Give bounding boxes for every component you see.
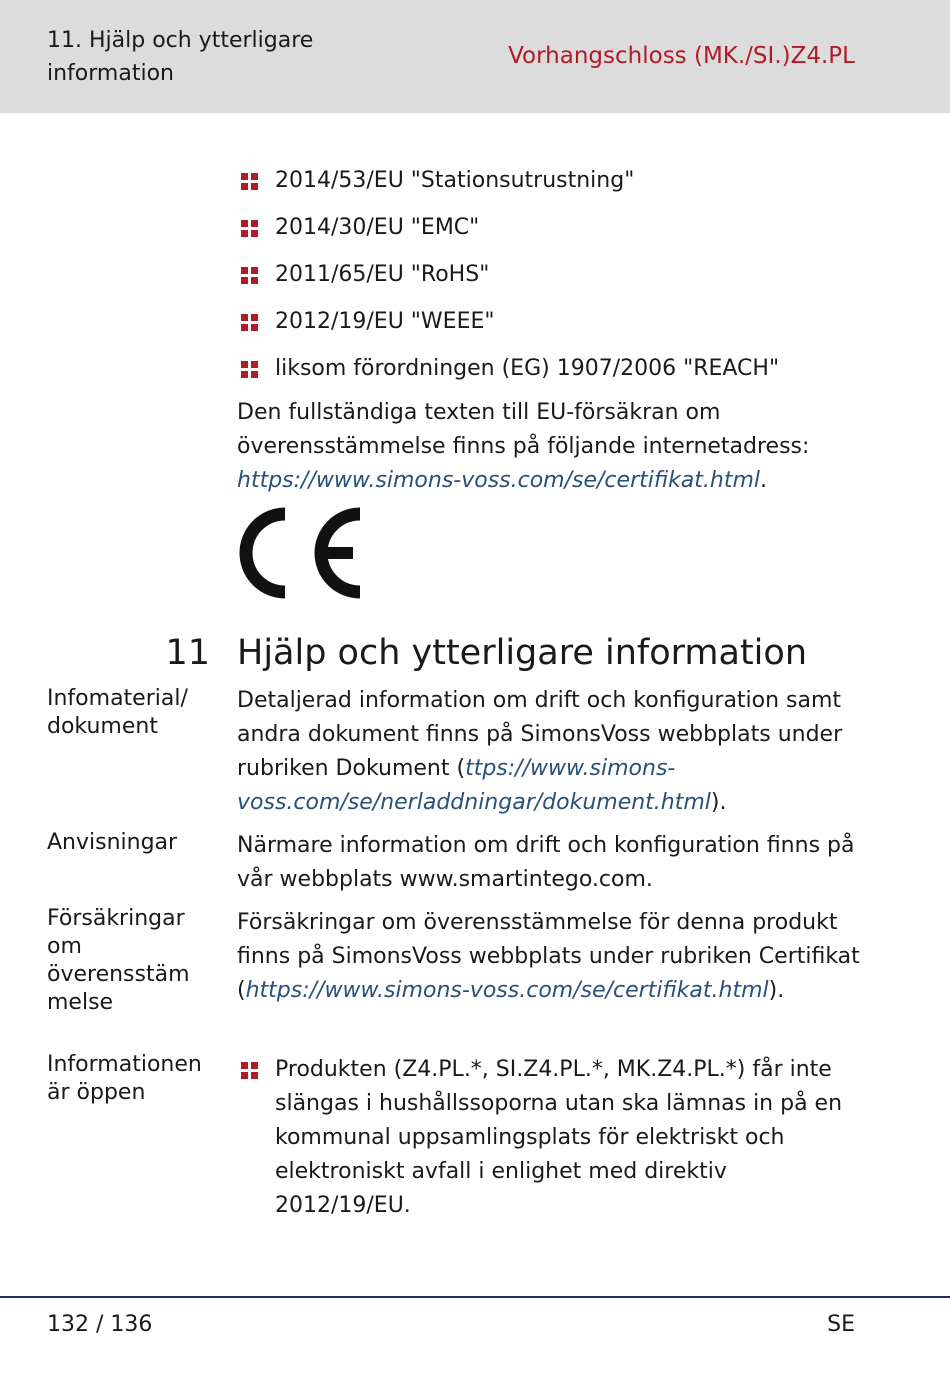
declaration-paragraph (237, 396, 867, 498)
disposal-text: Produkten (Z4.PL.*, SI.Z4.PL.*, MK.Z4.PL.*) får inte slängas i hushållssoporna utan ska lämnas in på en kommunal uppsamlingsplats för elektriskt och elektroniskt avfall i enlighet med direktiv 2012/19/EU. (275, 1057, 843, 1218)
forsakringar-text: Försäkringar om överensstämmelse för denna produkt finns på SimonsVoss webbplats under rubriken Certifikat ( (237, 910, 860, 1003)
bullet-icon (241, 1062, 258, 1079)
list-item (241, 258, 881, 292)
directive-text: liksom förordningen (EG) 1907/2006 "REACH" (275, 356, 780, 381)
page-header (0, 0, 950, 113)
certificate-link[interactable]: https://www.simons-voss.com/se/certifikat.html (237, 468, 761, 493)
label-forsakringar: Försäkringar om överensstäm melse (47, 906, 190, 1015)
label-infomaterial: Infomaterial/ dokument (47, 686, 188, 739)
declaration-suffix: . (760, 468, 768, 493)
forsakringar-suffix: ). (768, 978, 785, 1003)
directive-text: 2012/19/EU "WEEE" (275, 309, 495, 334)
language-code: SE (827, 1312, 855, 1337)
list-item (241, 164, 881, 198)
directive-text: 2014/30/EU "EMC" (275, 215, 480, 240)
certificate-link-2[interactable]: https://www.simons-voss.com/se/certifikat.html (245, 978, 769, 1003)
label-information: Informationen är öppen (47, 1052, 202, 1105)
infomaterial-paragraph (237, 684, 867, 820)
section-number: 11 (165, 633, 210, 673)
infomaterial-suffix: ). (710, 790, 727, 815)
anvisningar-paragraph: Närmare information om drift och konfiguration finns på vår webbplats www.smartintego.com. (237, 833, 855, 892)
declaration-text: Den fullständiga texten till EU-försäkran om överensstämmelse finns på följande internetadress: (237, 400, 810, 459)
list-item (241, 211, 881, 245)
chapter-heading: 11. Hjälp och ytterligare information (47, 28, 314, 86)
bullet-icon (241, 361, 258, 378)
disposal-list (241, 1053, 853, 1223)
bullet-icon (241, 173, 258, 190)
bullet-icon (241, 314, 258, 331)
section-title: Hjälp och ytterligare information (237, 633, 807, 673)
list-item (241, 305, 881, 339)
documents-link[interactable]: ttps://www.simons-voss.com/se/nerladdningar/dokument.html (237, 756, 711, 815)
directive-text: 2014/53/EU "Stationsutrustning" (275, 168, 635, 193)
directive-text: 2011/65/EU "RoHS" (275, 262, 490, 287)
page-number: 132 / 136 (47, 1312, 153, 1337)
forsakringar-paragraph (237, 906, 867, 1008)
directive-list (241, 164, 881, 386)
bullet-icon (241, 220, 258, 237)
bullet-icon (241, 267, 258, 284)
product-name: Vorhangschloss (MK./SI.)Z4.PL (508, 43, 855, 69)
label-anvisningar: Anvisningar (47, 830, 178, 855)
ce-mark-icon (232, 503, 372, 603)
infomaterial-text: Detaljerad information om drift och konfiguration samt andra dokument finns på SimonsVoss webbplats under rubriken Dokument ( (237, 688, 843, 781)
list-item (241, 1053, 853, 1223)
list-item (241, 352, 881, 386)
footer-divider (0, 1296, 950, 1298)
